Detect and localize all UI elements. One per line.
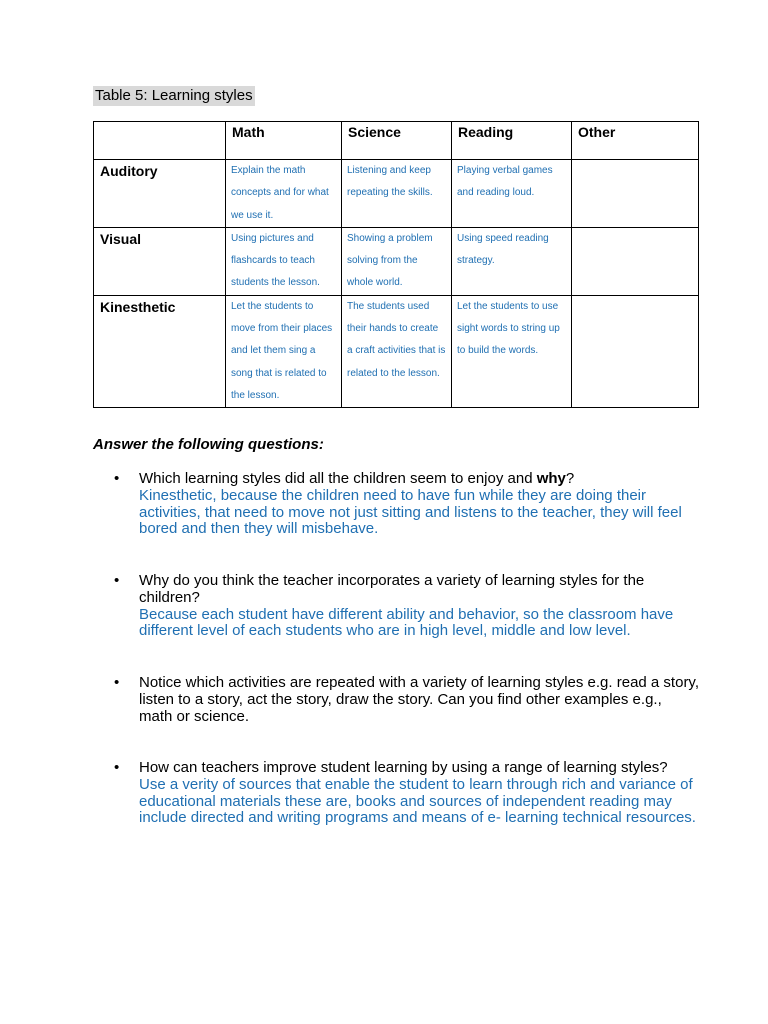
table-row-auditory <box>94 160 699 228</box>
question-2 <box>139 573 699 640</box>
table-cell: Using speed reading strategy. <box>452 227 572 295</box>
table-row-visual <box>94 227 699 295</box>
table-cell: The students used their hands to create a craft activities that is related to the lesson. <box>342 295 452 407</box>
table-caption: Table 5: Learning styles <box>95 87 253 104</box>
header-cell-other: Other <box>572 122 699 160</box>
row-label: Auditory <box>94 160 226 228</box>
question-text: Which learning styles did all the children seem to enjoy and <box>139 470 537 487</box>
table-cell: Let the students to use sight words to string up to build the words. <box>452 295 572 407</box>
table-cell <box>572 160 699 228</box>
table-cell: Showing a problem solving from the whole world. <box>342 227 452 295</box>
question-3 <box>139 675 699 725</box>
learning-styles-table <box>93 121 699 408</box>
table-cell: Playing verbal games and reading loud. <box>452 160 572 228</box>
header-cell-science: Science <box>342 122 452 160</box>
question-emphasis: why <box>536 470 566 487</box>
answer-text: Because each student have different ability and behavior, so the classroom have different level of each students who are in high level, middle and low level. <box>139 605 674 640</box>
table-cell <box>572 227 699 295</box>
table-cell: Explain the math concepts and for what we use it. <box>226 160 342 228</box>
table-header-row <box>94 122 699 160</box>
question-text: How can teachers improve student learning by using a range of learning styles? <box>139 759 668 776</box>
question-text: Why do you think the teacher incorporates a variety of learning styles for the children? <box>139 572 645 606</box>
question-4 <box>139 760 699 827</box>
bullet-icon: • <box>114 674 120 691</box>
table-row-kinesthetic <box>94 295 699 407</box>
row-label: Kinesthetic <box>94 295 226 407</box>
header-cell-math: Math <box>226 122 342 160</box>
table-cell <box>572 295 699 407</box>
answer-text: Use a verity of sources that enable the student to learn through rich and variance of educational materials these are, books and sources of independent reading may include directed and writing programs and means of e- learning technical resources. <box>139 775 696 827</box>
table-cell: Using pictures and flashcards to teach students the lesson. <box>226 227 342 295</box>
question-1 <box>139 471 699 538</box>
bullet-icon: • <box>114 470 120 487</box>
header-cell-empty <box>94 122 226 160</box>
question-text-end: ? <box>565 470 575 487</box>
row-label: Visual <box>94 227 226 295</box>
header-cell-reading: Reading <box>452 122 572 160</box>
section-title: Answer the following questions: <box>93 436 324 453</box>
table-cell: Let the students to move from their places and let them sing a song that is related to the lesson. <box>226 295 342 407</box>
table-cell: Listening and keep repeating the skills. <box>342 160 452 228</box>
answer-text: Kinesthetic, because the children need to have fun while they are doing their activities, that need to move not just sitting and listens to the teacher, they will feel bored and then they will misbehave. <box>139 486 682 538</box>
bullet-icon: • <box>114 572 120 589</box>
question-text: Notice which activities are repeated with a variety of learning styles e.g. read a story, listen to a story, act the story, draw the story. Can you find other examples e.g., math or science. <box>139 674 699 725</box>
bullet-icon: • <box>114 759 120 776</box>
